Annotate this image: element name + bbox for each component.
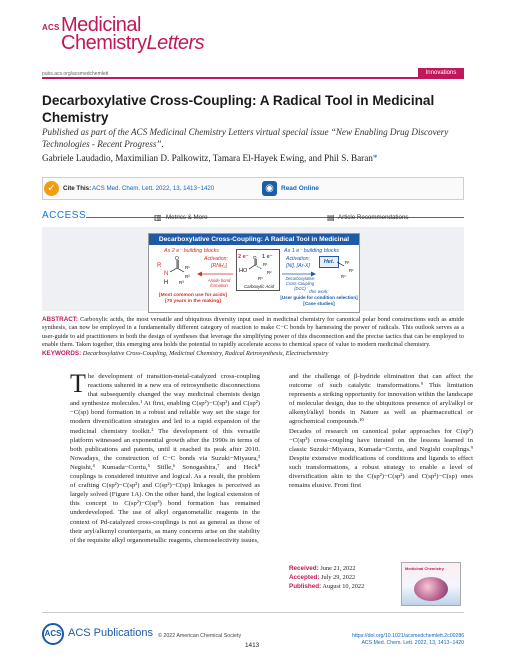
article-title: Decarboxylative Cross-Coupling: A Radical Tool in Medicinal Chemistry [42, 93, 435, 125]
svg-text:O: O [175, 256, 179, 262]
one-electron-label: 1 e⁻ [262, 254, 273, 260]
product-structure [337, 254, 359, 280]
journal-logo-line2: ChemistryLetters [61, 32, 205, 54]
keywords: KEYWORDS: Decarboxylative Cross-Coupling, Medicinal Chemistry, Radical Retrosynthesis, Electrochemistry [42, 350, 329, 357]
left-activation: Activation; [204, 256, 228, 262]
publication-dates: Received: June 21, 2022 Accepted: July 29, 2022 Published: August 10, 2022 [289, 565, 365, 590]
header-divider [42, 77, 464, 79]
recommendations-link[interactable]: Article Recommendations [338, 214, 409, 221]
metrics-link[interactable]: Metrics & More [166, 214, 208, 221]
svg-text:R³: R³ [258, 276, 263, 281]
citation-link[interactable]: ACS Med. Chem. Lett. 2022, 13, 1413−1420 [92, 185, 215, 192]
carboxylic-acid-label: Carboxylic Acid [243, 284, 275, 289]
svg-text:N: N [164, 271, 169, 277]
read-online-button[interactable]: Read Online [281, 185, 319, 192]
carboxylic-acid-box [236, 249, 280, 291]
carboxylic-acid-structure [237, 250, 281, 284]
document-icon[interactable]: ▤ [327, 213, 335, 222]
doi-block[interactable] [352, 633, 464, 647]
graphical-abstract-title: Decarboxylative Cross-Coupling: A Radical Tool in Medicinal [149, 234, 359, 245]
copyright: © 2022 American Chemical Society [158, 633, 242, 639]
dcc-label: Decarboxylative Cross-Coupling (DCC) [285, 276, 315, 291]
body-column-left: The development of transition-metal-catalyzed cross-coupling reactions ushered in a new era of retrosynthetic disconnections that subsequently changed the way medicinal chemists design and synthesize molecules.¹ At first, enabling C(sp²)−C(sp²) and C(sp²)−C(sp) bond formation in a robust and reliable way set the stage for modern diversification strategies and led to a rapid expansion of the medicinal chemistry toolkit.² The development of this versatile platform witnessed an exponential growth after the 1990s in terms of both publications and patents, until it reached its peak after 2010. Nowadays, the construction of C−C bonds via Suzuki−Miyaura,³ Negishi,⁴ Kumada−Corriu,⁵ Stille,⁶ Sonogashira,⁷ and Heck⁸ couplings is considered intuitive and logical. As a result, the problem of crafting C(sp²)−C(sp²) and C(sp²)−C(sp) linkages is perceived as largely solved (Figure 1A). On the other hand, the logical extension of this concept to C(sp²)−C(sp³) bond formation has remained underdeveloped. The use of alkyl organometallic reagents in the context of Pd-catalyzed cross-couplings is not as general as those of their aryl/alkenyl counterparts, as many concerns arise on the stability of the requisite alkyl organometallic reagents, chemoselectivity issues, [70, 369, 260, 544]
left-arrow [197, 271, 235, 277]
journal-logo-line1: Medicinal [61, 14, 141, 36]
heteroaryl-box: Het. [319, 256, 339, 268]
footer-divider [42, 612, 464, 613]
graphical-abstract[interactable] [148, 233, 360, 313]
abstract: ABSTRACT: Carboxylic acids, the most versatile and ubiquitous diversity input used in medicinal chemistry for canonical polar bond constructions such as amide synthesis, can now be employed in a fundamentally different category of reaction to make C−C bonds by harnessing the power of radicals. This outlook serves as a user-guide to aid practitioners in both the design of syntheses that leverage the simplifying power of this disconnection and the precise tactics that can be employed to enable them. Taken together, this emerging area holds the potential to rapidly accelerate access to chemical space of value to modern medicinal chemistry. [42, 316, 464, 348]
right-notes: this work: [User guide for condition selection] [Case studies] [280, 289, 358, 306]
left-caption: As 2 e⁻ building blocks [164, 248, 219, 254]
journal-url[interactable]: pubs.acs.org/acsmedchemlett [42, 71, 109, 77]
svg-text:R²: R² [267, 270, 272, 275]
footer-citation: ACS Med. Chem. Lett. 2022, 13, 1413−1420 [361, 639, 464, 646]
svg-text:R¹: R¹ [185, 265, 190, 270]
svg-text:H: H [164, 280, 169, 286]
cover-art [414, 577, 448, 601]
left-reagent: [RNH₂] [211, 263, 228, 269]
body-column-right: and the challenge of β-hydride elimination that can affect the outcome of such catalytic transformations.⁹ This limitation represents a striking opportunity for innovation within the landscape of molecular design, due to the ubiquitous presence of aryl/alkyl or alkenyl/alkyl bonds in Nature as well as pharmaceutical or agrochemical compounds.¹⁰ Decades of research on canonical polar approaches for C(sp²)−C(sp³) cross-coupling have iterated on the lessons learned in classic Suzuki−Miyaura, Kumada−Corriu, and Negishi couplings.⁹ Despite extensive modifications of conditions and ligands to effect such transformations, a robust strategy to enable a level of diversification akin to the C(sp²)−C(sp²) and C(sp²)−C(sp) ones remains elusive. From first [289, 373, 473, 490]
section-badge: Innovations [418, 68, 464, 78]
bar-chart-icon[interactable]: ▥ [154, 213, 162, 222]
check-icon[interactable]: ✓ [44, 181, 59, 196]
svg-text:R³: R³ [179, 280, 184, 285]
journal-logo[interactable] [42, 9, 205, 54]
globe-icon[interactable]: ◉ [262, 181, 277, 196]
svg-text:O: O [253, 255, 257, 260]
left-notes: [Most common use for acids] [70 years in the making] [159, 293, 227, 304]
cover-title: Medicinal Chemistry [405, 566, 444, 571]
svg-text:R¹: R¹ [263, 262, 268, 267]
svg-text:R: R [157, 263, 162, 269]
right-activation: Activation; [286, 256, 310, 262]
right-caption: As 1 e⁻ building blocks [284, 248, 339, 254]
svg-text:R²: R² [185, 274, 190, 279]
right-reagent: [Ni], [Ar-X] [286, 263, 310, 269]
drop-cap: T [70, 369, 86, 398]
page-number: 1413 [245, 642, 260, 649]
journal-logo-acs: ACS [42, 23, 60, 32]
svg-text:HO: HO [239, 268, 248, 274]
corresponding-author-mark[interactable]: * [372, 153, 378, 163]
two-electron-label: 2 e⁻ [238, 254, 249, 260]
amide-structure [155, 256, 201, 290]
cite-this-label[interactable]: Cite This: [63, 185, 92, 192]
left-bond-label: Amide bond formation [207, 278, 231, 288]
access-label: ACCESS [42, 210, 87, 221]
article-subtitle: Published as part of the ACS Medicinal Chemistry Letters virtual special issue “New Enabling Drug Discovery Technologies - Recent Progress”. [42, 127, 449, 149]
doi-link[interactable]: https://doi.org/10.1021/acsmedchemlett.2c00286 [352, 633, 465, 639]
journal-cover-thumbnail[interactable] [401, 562, 461, 606]
svg-text:R³: R³ [341, 274, 346, 279]
author-list: Gabriele Laudadio, Maximilian D. Palkowitz, Tamara El-Hayek Ewing, and Phil S. Baran* [42, 153, 378, 163]
publisher-name[interactable]: ACS Publications [68, 627, 153, 639]
svg-text:R²: R² [349, 268, 354, 273]
svg-text:R¹: R¹ [345, 260, 350, 265]
acs-logo[interactable]: ACS [42, 623, 64, 645]
